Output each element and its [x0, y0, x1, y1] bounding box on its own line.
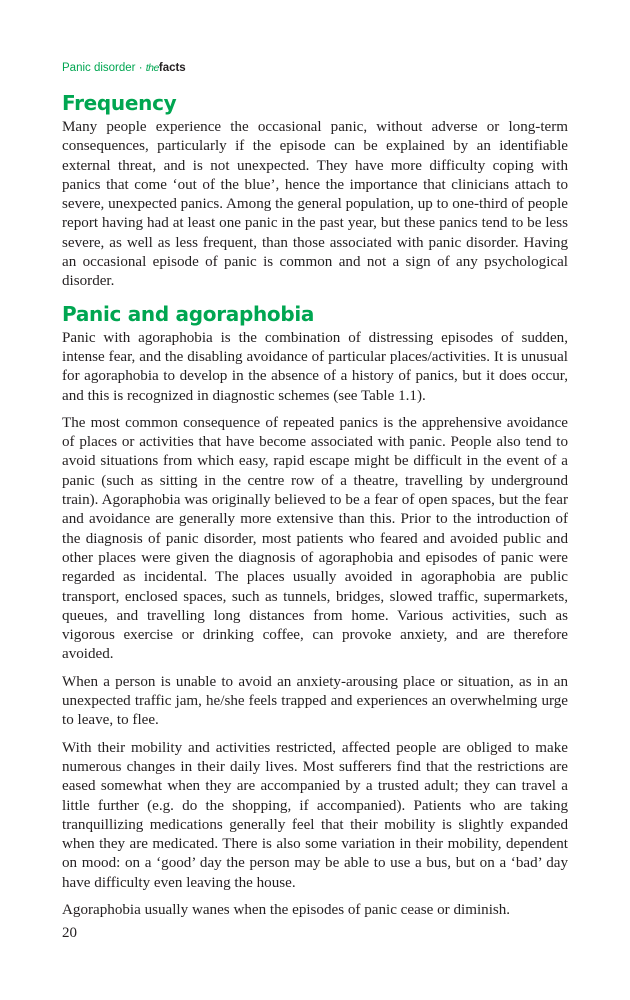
running-head-book-title: Panic disorder [62, 62, 136, 74]
paragraph: Agoraphobia usually wanes when the episodes of panic cease or diminish. [62, 901, 511, 918]
section-frequency [62, 90, 568, 292]
section-heading-panic-and-agoraphobia: Panic and agoraphobia [62, 301, 315, 326]
running-head [62, 60, 568, 76]
paragraph: Panic with agoraphobia is the combination of distressing episodes of sudden, intense fear, and the disabling avoidance of particular places/activities. It is unusual for agoraphobia to develop in the absence of a history of panics, but it does occur, and this is recognized in diagnostic schemes (see Table 1.1). [62, 329, 568, 404]
running-head-separator: · [135, 62, 146, 74]
series-logo-the: the [145, 62, 159, 74]
section-panic-and-agoraphobia [62, 301, 568, 921]
paragraph: When a person is unable to avoid an anxiety-arousing place or situation, as in an unexpected traffic jam, he/she feels trapped and experiences an overwhelming urge to leave, to flee. [62, 673, 568, 729]
paragraph: Many people experience the occasional panic, without adverse or long-term consequences, particularly if the episode can be explained by an identifiable external threat, and is not unexpected. They have more difficulty coping with panics that come ‘out of the blue’, hence the importance that clinicians attach to severe, unexpected panics. Among the general population, up to one-third of people report having had at least one panic in the past year, but these panics tend to be less severe, as well as less frequent, than those associated with panic disorder. Having an occasional episode of panic is common and not a sign of any psychological disorder. [62, 119, 568, 290]
page-number: 20 [62, 925, 77, 941]
paragraph: With their mobility and activities restricted, affected people are obliged to make numerous changes in their daily lives. Most sufferers find that the restrictions are eased somewhat when they are accompanied by a trusted adult; they can travel a little further (e.g. do the shopping, if accompanied). Patients who are taking tranquillizing medications generally feel that their mobility is slightly expanded when they are medicated. There is also some variation in their mobility, dependent on mood: on a ‘good’ day the person may be able to use a bus, but on a ‘bad’ day have difficulty even leaving the house. [62, 739, 568, 891]
series-logo-facts: facts [158, 62, 186, 74]
section-heading-frequency: Frequency [62, 91, 177, 115]
paragraph: The most common consequence of repeated panics is the apprehensive avoidance of places or activities that have become associated with panic. People also tend to avoid situations from which easy, rapid escape might be difficult in the event of a panic (such as sitting in the centre row of a theatre, travelling by underground train). Agoraphobia was originally believed to be a fear of open spaces, but the fear and avoidance are generally more extensive than this. Prior to the introduction of the diagnosis of panic disorder, most patients who feared and avoided public and other places were given the diagnosis of agoraphobia and episodes of panic were regarded as incidental. The places usually avoided in agoraphobia are public transport, enclosed spaces, such as tunnels, bridges, slowed traffic, supermarkets, queues, and travelling long distances from home. Various activities, such as vigorous exercise or drinking coffee, can provoke anxiety, and are therefore avoided. [62, 414, 568, 663]
page-body [62, 60, 568, 920]
